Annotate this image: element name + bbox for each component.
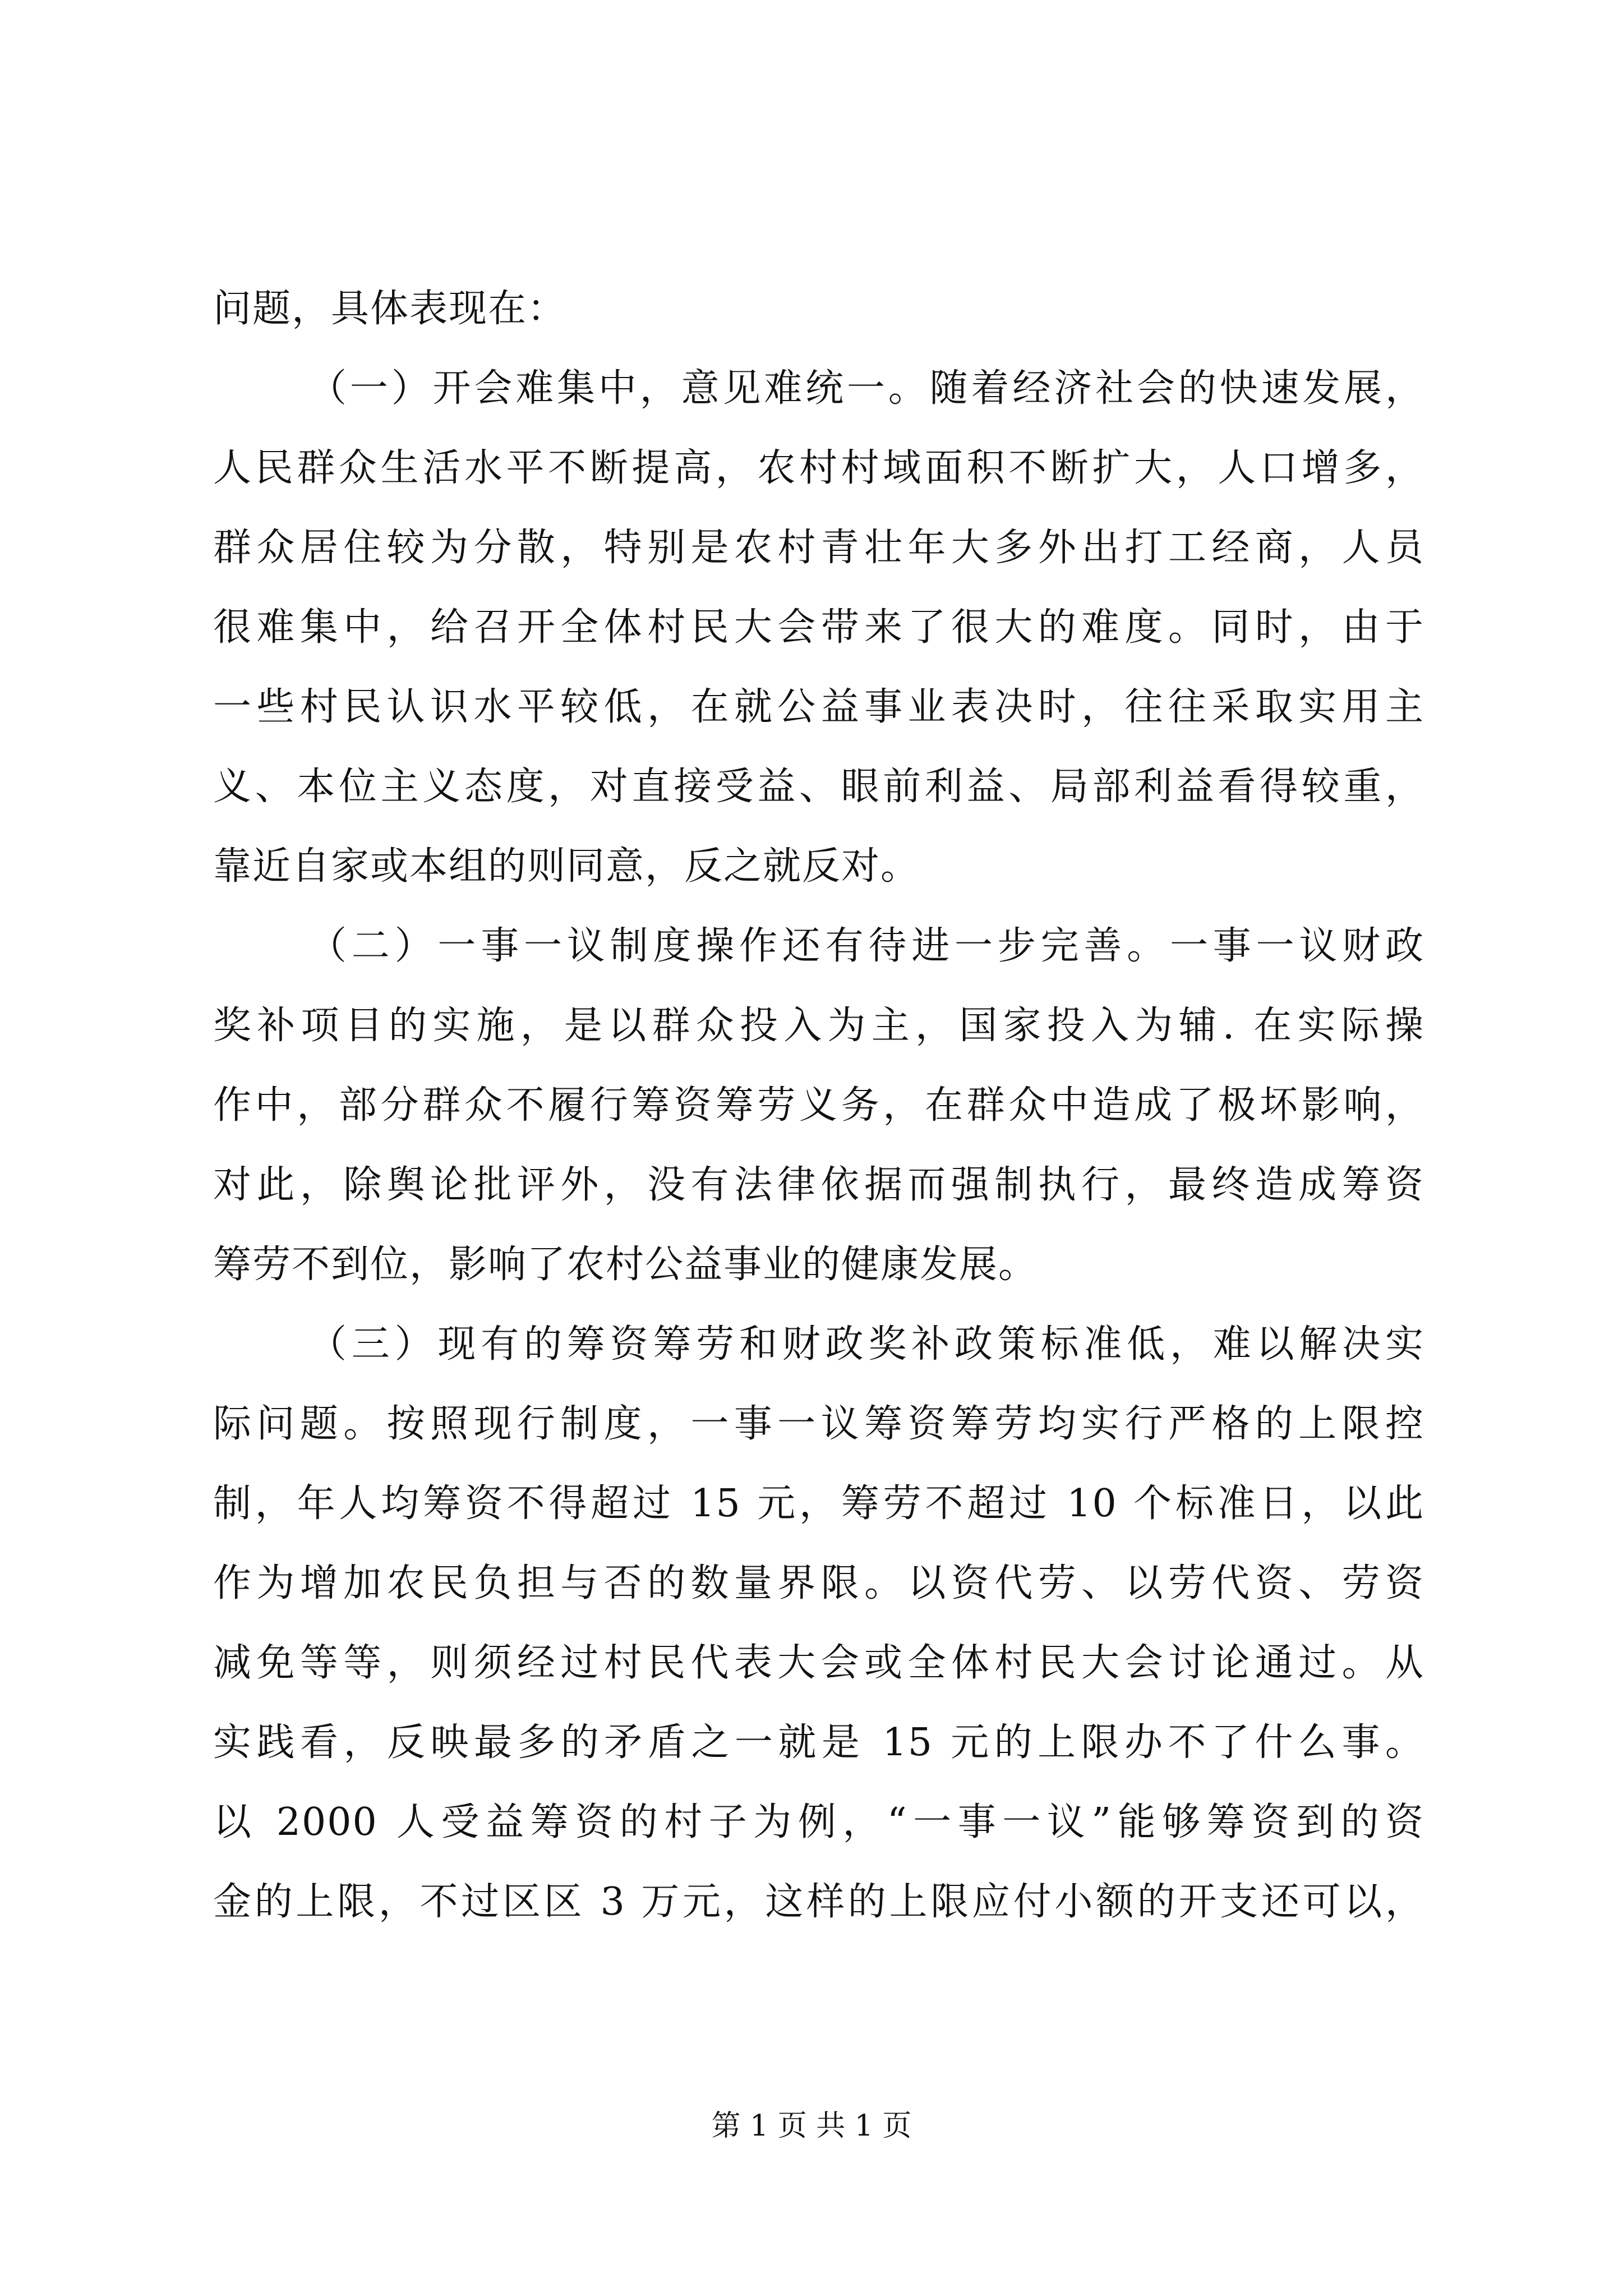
text-line: 减免等等，则须经过村民代表大会或全体村民大会讨论通过。从 xyxy=(213,1641,1424,1685)
text-line: 人民群众生活水平不断提高，农村村域面积不断扩大，人口增多， xyxy=(213,446,1424,490)
text-line: 问题，具体表现在： xyxy=(213,287,567,331)
document-body xyxy=(213,269,1424,1942)
text-line: 金的上限，不过区区 3 万元，这样的上限应付小额的开支还可以， xyxy=(213,1880,1424,1924)
text-line: 实践看，反映最多的矛盾之一就是 15 元的上限办不了什么事。 xyxy=(213,1720,1424,1765)
text-line: 以 2000 人受益筹资的村子为例，“一事一议”能够筹资到的资 xyxy=(213,1800,1424,1844)
text-line: （三）现有的筹资筹劳和财政奖补政策标准低，难以解决实 xyxy=(308,1322,1424,1366)
text-line: 制，年人均筹资不得超过 15 元，筹劳不超过 10 个标准日，以此 xyxy=(213,1481,1424,1526)
text-line: 很难集中，给召开全体村民大会带来了很大的难度。同时，由于 xyxy=(213,605,1424,650)
text-line: 靠近自家或本组的则同意，反之就反对。 xyxy=(213,844,920,889)
page-footer: 第 1 页 共 1 页 xyxy=(711,2109,912,2143)
text-line: （二）一事一议制度操作还有待进一步完善。一事一议财政 xyxy=(308,924,1424,968)
text-line: 义、本位主义态度，对直接受益、眼前利益、局部利益看得较重， xyxy=(213,765,1424,809)
text-line: 筹劳不到位，影响了农村公益事业的健康发展。 xyxy=(213,1243,1038,1287)
text-line: 对此，除舆论批评外，没有法律依据而强制执行，最终造成筹资 xyxy=(213,1163,1424,1207)
text-line: 作中，部分群众不履行筹资筹劳义务，在群众中造成了极坏影响， xyxy=(213,1083,1424,1128)
text-line: 一些村民认识水平较低，在就公益事业表决时，往往采取实用主 xyxy=(213,685,1424,729)
text-line: 奖补项目的实施，是以群众投入为主，国家投入为辅. 在实际操 xyxy=(213,1004,1424,1048)
text-line: 作为增加农民负担与否的数量界限。以资代劳、以劳代资、劳资 xyxy=(213,1561,1424,1605)
text-line: 际问题。按照现行制度，一事一议筹资筹劳均实行严格的上限控 xyxy=(213,1402,1424,1446)
text-line: 群众居住较为分散，特别是农村青壮年大多外出打工经商，人员 xyxy=(213,526,1424,570)
text-line: （一）开会难集中，意见难统一。随着经济社会的快速发展， xyxy=(308,366,1424,411)
